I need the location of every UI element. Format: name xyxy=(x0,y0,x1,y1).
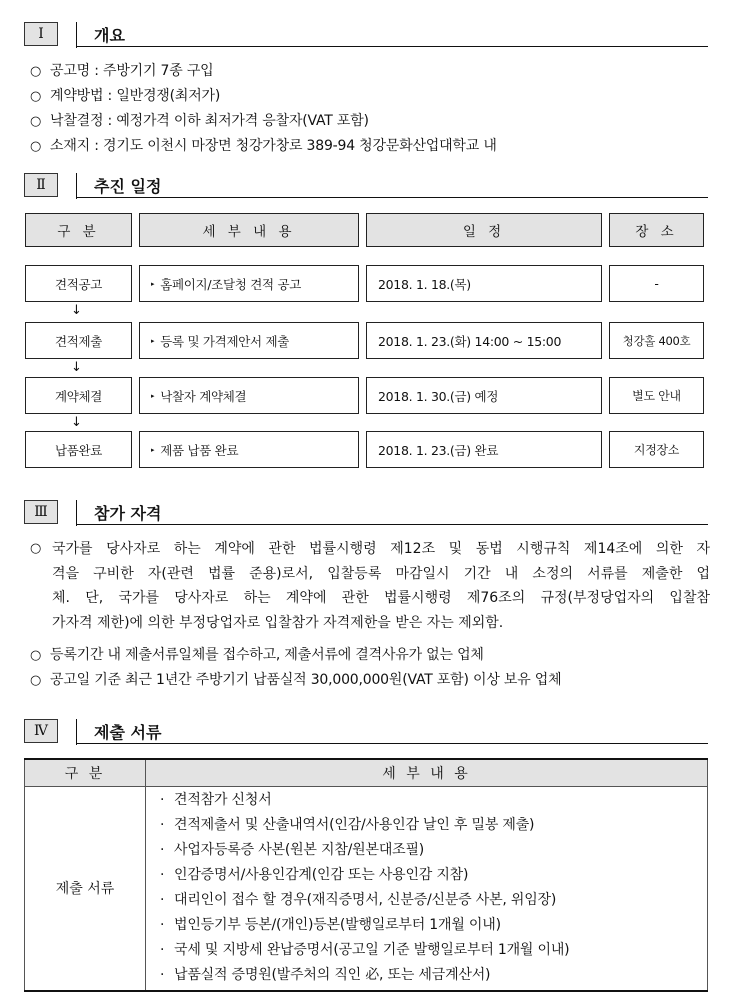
schedule-date: 2018. 1. 18.(목) xyxy=(366,265,602,302)
dot-bullet-icon: · xyxy=(160,791,165,808)
schedule-date: 2018. 1. 23.(금) 완료 xyxy=(366,431,602,468)
dot-bullet-icon: · xyxy=(160,841,165,858)
triangle-bullet-icon: ▸ xyxy=(151,336,155,345)
section-title: 추진 일정 xyxy=(94,177,162,196)
dot-bullet-icon: · xyxy=(160,816,165,833)
documents-table xyxy=(24,758,708,992)
schedule-detail: ▸ 등록 및 가격제안서 제출 xyxy=(139,322,359,359)
divider xyxy=(76,22,77,48)
section-4-header xyxy=(24,719,708,745)
circle-bullet-icon: ○ xyxy=(30,139,42,154)
schedule-date: 2018. 1. 30.(금) 예정 xyxy=(366,377,602,414)
schedule-header-detail: 세 부 내 용 xyxy=(139,213,359,247)
divider xyxy=(76,197,708,198)
schedule-place: 별도 안내 xyxy=(609,377,704,414)
document-list xyxy=(146,786,708,991)
qualification-text: 등록기간 내 제출서류일체를 접수하고, 제출서류에 결격사유가 없는 업체 xyxy=(50,647,484,663)
divider xyxy=(76,743,708,744)
list-item: · 인감증명서/사용인감계(인감 또는 사용인감 지참) xyxy=(146,863,707,888)
table-header-row xyxy=(25,759,708,786)
list-item: · 견적참가 신청서 xyxy=(146,788,707,813)
circle-bullet-icon: ○ xyxy=(30,89,42,104)
list-item: · 사업자등록증 사본(원본 지참/원본대조필) xyxy=(146,838,707,863)
overview-text: 소재지 : 경기도 이천시 마장면 청강가창로 389-94 청강문화산업대학교 내 xyxy=(50,138,497,154)
down-arrow-icon: ↓ xyxy=(71,303,82,318)
schedule-detail: ▸ 홈페이지/조달청 견적 공고 xyxy=(139,265,359,302)
section-title: 제출 서류 xyxy=(94,723,162,742)
qualification-item xyxy=(30,671,720,690)
section-number: Ⅳ xyxy=(24,719,58,743)
schedule-stage: 계약체결 xyxy=(25,377,132,414)
section-title: 참가 자격 xyxy=(94,504,162,523)
dot-bullet-icon: · xyxy=(160,941,165,958)
schedule-header-date: 일 정 xyxy=(366,213,602,247)
section-number: Ⅲ xyxy=(24,500,58,524)
overview-text: 계약방법 : 일반경쟁(최저가) xyxy=(50,88,221,104)
list-item: · 대리인이 접수 할 경우(재직증명서, 신분증/신분증 사본, 위임장) xyxy=(146,888,707,913)
divider xyxy=(76,524,708,525)
overview-item xyxy=(30,137,720,156)
divider xyxy=(76,719,77,745)
list-item: · 견적제출서 및 산출내역서(인감/사용인감 날인 후 밀봉 제출) xyxy=(146,813,707,838)
circle-bullet-icon: ○ xyxy=(30,673,42,688)
schedule-stage: 견적제출 xyxy=(25,322,132,359)
section-number: Ⅰ xyxy=(24,22,58,46)
dot-bullet-icon: · xyxy=(160,916,165,933)
list-item: · 납품실적 증명원(발주처의 직인 必, 또는 세금계산서) xyxy=(146,963,707,988)
schedule-detail: ▸ 제품 납품 완료 xyxy=(139,431,359,468)
paragraph-line: 가자격 제한)에 의한 부정당업자로 입찰참가 자격제한을 받은 자는 제외함. xyxy=(52,614,504,631)
table-header-detail: 세 부 내 용 xyxy=(146,759,708,786)
circle-bullet-icon: ○ xyxy=(30,541,42,556)
triangle-bullet-icon: ▸ xyxy=(151,279,155,288)
dot-bullet-icon: · xyxy=(160,966,165,983)
paragraph-line: 격을 구비한 자(관련 법률 준용)로서, 입찰등록 마감일시 기간 내 소정의 서류를 제출한 업 xyxy=(52,565,710,582)
schedule-stage: 납품완료 xyxy=(25,431,132,468)
qualification-text: 공고일 기준 최근 1년간 주방기기 납품실적 30,000,000원(VAT 포함) 이상 보유 업체 xyxy=(50,672,562,688)
schedule-stage: 견적공고 xyxy=(25,265,132,302)
table-row xyxy=(25,786,708,991)
circle-bullet-icon: ○ xyxy=(30,648,42,663)
down-arrow-icon: ↓ xyxy=(71,360,82,375)
overview-item xyxy=(30,112,720,131)
schedule-header-stage: 구 분 xyxy=(25,213,132,247)
schedule-place: 지정장소 xyxy=(609,431,704,468)
dot-bullet-icon: · xyxy=(160,891,165,908)
section-3-header xyxy=(24,500,708,526)
schedule-date: 2018. 1. 23.(화) 14:00 ~ 15:00 xyxy=(366,322,602,359)
schedule-place: - xyxy=(609,265,704,302)
section-2-header xyxy=(24,173,708,199)
overview-text: 낙찰결정 : 예정가격 이하 최저가격 응찰자(VAT 포함) xyxy=(50,113,369,129)
document-category: 제출 서류 xyxy=(25,786,146,991)
table-header-category: 구 분 xyxy=(25,759,146,786)
schedule-detail: ▸ 낙찰자 계약체결 xyxy=(139,377,359,414)
dot-bullet-icon: · xyxy=(160,866,165,883)
list-item: · 법인등기부 등본/(개인)등본(발행일로부터 1개월 이내) xyxy=(146,913,707,938)
circle-bullet-icon: ○ xyxy=(30,114,42,129)
divider xyxy=(76,173,77,199)
down-arrow-icon: ↓ xyxy=(71,415,82,430)
triangle-bullet-icon: ▸ xyxy=(151,391,155,400)
overview-item xyxy=(30,87,720,106)
overview-text: 공고명 : 주방기기 7종 구입 xyxy=(50,63,214,79)
paragraph-line: 체. 단, 국가를 당사자로 하는 계약에 관한 법률시행령 제76조의 규정(부정당업자의 입찰참 xyxy=(52,590,710,606)
qualification-item xyxy=(30,646,720,665)
section-title: 개요 xyxy=(94,26,125,45)
overview-item xyxy=(30,62,720,81)
schedule-header-place: 장 소 xyxy=(609,213,704,247)
qualification-paragraph xyxy=(30,537,710,635)
divider xyxy=(76,46,708,47)
schedule-place: 청강홀 400호 xyxy=(609,322,704,359)
triangle-bullet-icon: ▸ xyxy=(151,445,155,454)
divider xyxy=(76,500,77,526)
paragraph-line: 국가를 당사자로 하는 계약에 관한 법률시행령 제12조 및 동법 시행규칙 제14조에 의한 자 xyxy=(52,541,710,557)
section-1-header xyxy=(24,22,708,48)
list-item: · 국세 및 지방세 완납증명서(공고일 기준 발행일로부터 1개월 이내) xyxy=(146,938,707,963)
section-number: Ⅱ xyxy=(24,173,58,197)
circle-bullet-icon: ○ xyxy=(30,64,42,79)
